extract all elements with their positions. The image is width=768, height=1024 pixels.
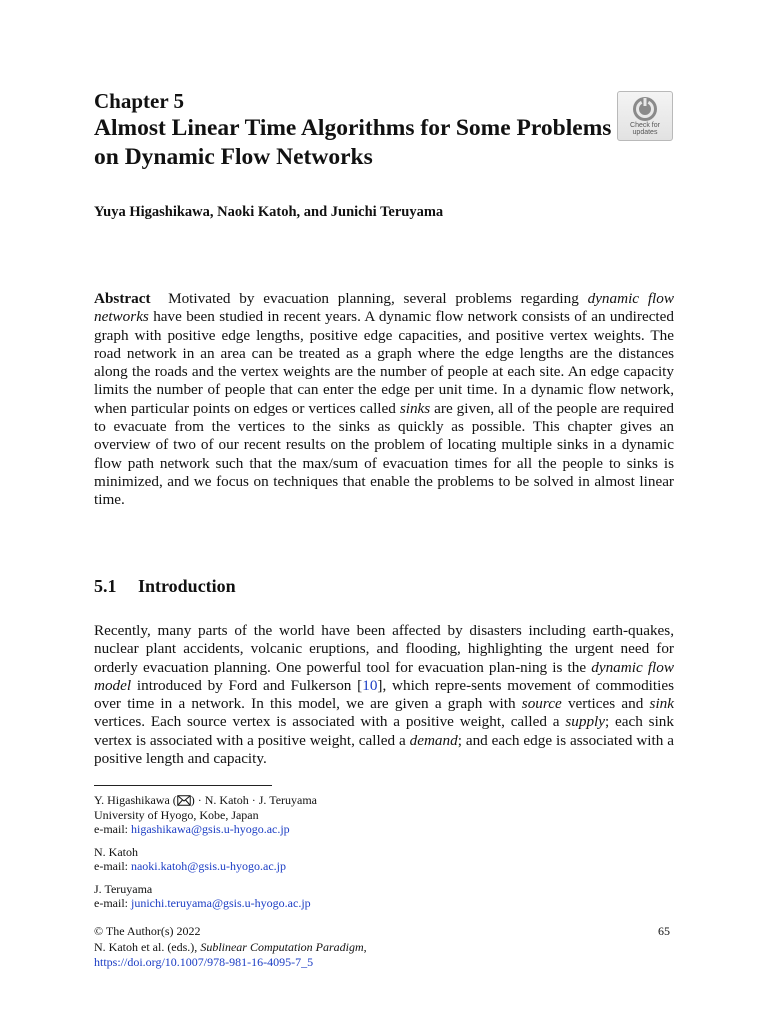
book-title: Sublinear Computation Paradigm bbox=[200, 939, 364, 954]
check-for-updates-label-2: updates bbox=[632, 129, 658, 136]
intro-text-7: ; and each edge is associated with a positive length and capacity. bbox=[94, 731, 674, 768]
book-title-comma: , bbox=[363, 939, 367, 954]
check-for-updates-icon bbox=[632, 96, 658, 122]
doi-link[interactable]: https://doi.org/10.1007/978-981-16-4095-7_5 bbox=[94, 955, 314, 969]
footnote-name-katoh: N. Katoh bbox=[94, 844, 138, 859]
email-link-teruyama[interactable]: junichi.teruyama@gsis.u-hyogo.ac.jp bbox=[130, 896, 311, 910]
intro-emphasis-5: demand bbox=[409, 731, 458, 749]
intro-text-4: vertices and bbox=[561, 695, 650, 713]
footnote-divider bbox=[94, 785, 272, 786]
email-link-higashikawa[interactable]: higashikawa@gsis.u-hyogo.ac.jp bbox=[130, 822, 290, 836]
section-number: 5.1 bbox=[94, 576, 117, 596]
abstract-text-2: have been studied in recent years. A dynamic flow network consists of an undirected graph with positive edge lengths, positive edge capacities, and positive vertex weights. The road network in an area can be treated as a graph where the edge lengths are the distances along the roads and the vertex weights are the number of people at each site. An edge capacity limits the number of people that can enter the edge per unit time. In a dynamic flow network, when particular points on edges or vertices called bbox=[94, 308, 674, 417]
abstract-paragraph bbox=[94, 290, 674, 510]
section-heading bbox=[94, 576, 236, 597]
intro-emphasis-2: source bbox=[521, 695, 562, 713]
intro-text-2: introduced by Ford and Fulkerson [ bbox=[131, 676, 363, 694]
footnote-author-3 bbox=[94, 882, 674, 911]
abstract-emphasis-1: dynamic flow networks bbox=[94, 290, 674, 326]
chapter-label: Chapter 5 bbox=[94, 89, 185, 113]
abstract-text-1: Motivated by evacuation planning, several problems regarding bbox=[168, 290, 588, 307]
page-number: 65 bbox=[658, 924, 670, 938]
footnote-author-2 bbox=[94, 845, 674, 874]
footnote-author-1 bbox=[94, 793, 674, 837]
intro-text-6: ; each sink vertex is associated with a positive weight, called a bbox=[94, 713, 674, 749]
author-footnotes bbox=[94, 793, 674, 919]
intro-text-5: vertices. Each source vertex is associated with a positive weight, called a bbox=[94, 713, 566, 731]
citation-link[interactable]: 10 bbox=[362, 676, 378, 694]
email-label: e-mail: bbox=[94, 896, 131, 910]
abstract-label: Abstract bbox=[94, 290, 151, 307]
abstract-emphasis-2: sinks bbox=[399, 399, 431, 417]
check-for-updates-label: Check for bbox=[630, 122, 660, 129]
intro-text-3: ], which repre-sents movement of commodities over time in a network. In this model, we are given a graph with bbox=[94, 676, 674, 713]
publication-info bbox=[94, 924, 367, 971]
editors-line: N. Katoh et al. (eds.), bbox=[94, 939, 201, 954]
copyright-line: © The Author(s) 2022 bbox=[94, 924, 201, 938]
intro-text-1: Recently, many parts of the world have been affected by disasters including earth-quakes, nuclear plant accidents, volcanic eruptions, and flooding, highlighting the urgent need for orderly evacuation planning. One powerful tool for evacuation plan-ning is the bbox=[94, 622, 674, 676]
envelope-icon bbox=[177, 795, 191, 806]
introduction-paragraph bbox=[94, 622, 674, 768]
email-link-katoh[interactable]: naoki.katoh@gsis.u-hyogo.ac.jp bbox=[130, 859, 287, 873]
check-for-updates-badge[interactable] bbox=[617, 91, 673, 141]
footnote-name-teruyama: J. Teruyama bbox=[94, 881, 153, 896]
intro-emphasis-4: supply bbox=[565, 713, 605, 731]
intro-emphasis-3: sink bbox=[649, 695, 675, 713]
email-label: e-mail: bbox=[94, 822, 131, 836]
footnote-authors-prefix: Y. Higashikawa ( bbox=[94, 793, 177, 807]
intro-emphasis-1: dynamic flow model bbox=[94, 658, 674, 694]
section-title: Introduction bbox=[138, 576, 236, 596]
abstract-text-3: are given, all of the people are required to evacuate from the vertices to the sinks as quickly as possible. This chapter gives an overview of two of our recent results on the problem of locating multiple sinks in a dynamic flow path network such that the max/sum of evacuation times for all the people to sinks is minimized, and we focus on techniques that enable the problems to be solved in almost linear time. bbox=[94, 399, 674, 509]
footnote-affiliation: University of Hyogo, Kobe, Japan bbox=[94, 807, 259, 822]
footnote-authors-suffix: ) · N. Katoh · J. Teruyama bbox=[190, 793, 317, 807]
email-label: e-mail: bbox=[94, 859, 131, 873]
chapter-title: Almost Linear Time Algorithms for Some Problems on Dynamic Flow Networks bbox=[94, 115, 612, 170]
chapter-authors: Yuya Higashikawa, Naoki Katoh, and Junichi Teruyama bbox=[94, 204, 444, 220]
